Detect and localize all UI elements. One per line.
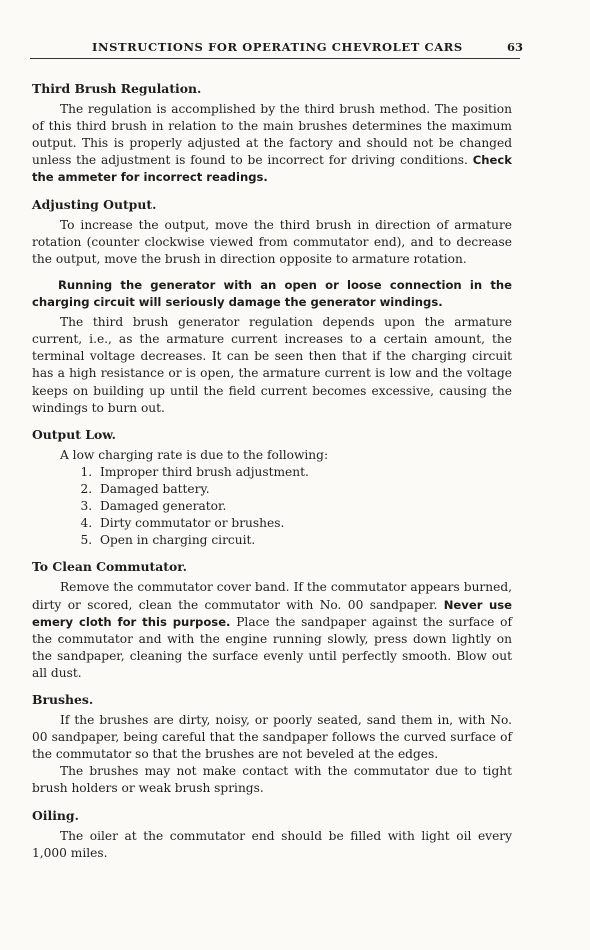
list-item: 1. Improper third brush adjustment.: [96, 464, 512, 481]
cause-list: [32, 464, 512, 549]
section-to-clean-commutator: [32, 558, 512, 682]
paragraph: The oiler at the commutator end should be filled with light oil every 1,000 miles.: [32, 828, 512, 860]
warning-text: Running the generator with an open or loose connection in the charging circuit will seriously damage the generator windings.: [32, 277, 512, 310]
section-heading: Output Low.: [32, 426, 116, 442]
paragraph-text: Place the sandpaper against the surface of the commutator and with the engine running slowly, press down lightly on the sandpaper, cleaning the surface evenly until perfectly smooth. Blow out all dust.: [32, 614, 512, 680]
paragraph: If the brushes are dirty, noisy, or poorly seated, sand them in, with No. 00 sandpaper, being careful that the sandpaper follows the curved surface of the commutator so that the brushes are not beveled at the edges.: [32, 713, 512, 762]
section-heading: Brushes.: [32, 692, 94, 707]
running-header: [30, 38, 523, 59]
paragraph: The brushes may not make contact with the commutator due to tight brush holders or weak brush springs.: [32, 764, 512, 796]
list-intro: A low charging rate is due to the following:: [60, 447, 329, 462]
paragraph-text: The regulation is accomplished by the third brush method. The position of this third brush in relation to the main brushes determines the maximum output. This is properly adjusted at the factory and should not be changed unless the adjustment is found to be incorrect for driving conditions.: [32, 102, 512, 168]
section-heading: Third Brush Regulation.: [32, 81, 202, 96]
section-brushes: [32, 691, 512, 798]
paragraph: The third brush generator regulation depends upon the armature current, i.e., as the armature current increases to a certain amount, the terminal voltage decreases. It can be seen then that if the charging circuit has a high resistance or is open, the armature current is low and the voltage keeps on building up until the field current becomes excessive, causing the windings to burn out.: [32, 315, 512, 415]
list-item: 3. Damaged generator.: [96, 498, 512, 515]
section-adjusting-output: [32, 196, 512, 417]
paragraph: [32, 579, 512, 682]
section-heading: Oiling.: [32, 807, 79, 823]
paragraph: [32, 101, 512, 186]
page-content: [32, 80, 512, 862]
list-item: 4. Dirty commutator or brushes.: [96, 515, 512, 532]
section-third-brush-regulation: [32, 80, 512, 187]
header-title: INSTRUCTIONS FOR OPERATING CHEVROLET CARS: [92, 40, 463, 54]
emphasis-text: Check the ammeter for incorrect readings.: [32, 153, 512, 185]
section-heading: Adjusting Output.: [32, 196, 157, 212]
paragraph: To increase the output, move the third brush in direction of armature rotation (counter clockwise viewed from commutator end), and to decrease the output, move the brush in direction opposite to armature rotation.: [32, 217, 512, 266]
section-output-low: [32, 426, 512, 550]
paragraph-text: Remove the commutator cover band. If the commutator appears burned, dirty or scored, clean the commutator with No. 00 sandpaper.: [32, 580, 512, 612]
section-oiling: [32, 807, 512, 862]
page-number: 63: [506, 40, 523, 54]
list-item: 2. Damaged battery.: [96, 481, 512, 498]
section-heading: To Clean Commutator.: [32, 559, 187, 575]
list-item: 5. Open in charging circuit.: [96, 532, 512, 549]
emphasis-text: Never use emery cloth for this purpose.: [32, 597, 512, 629]
